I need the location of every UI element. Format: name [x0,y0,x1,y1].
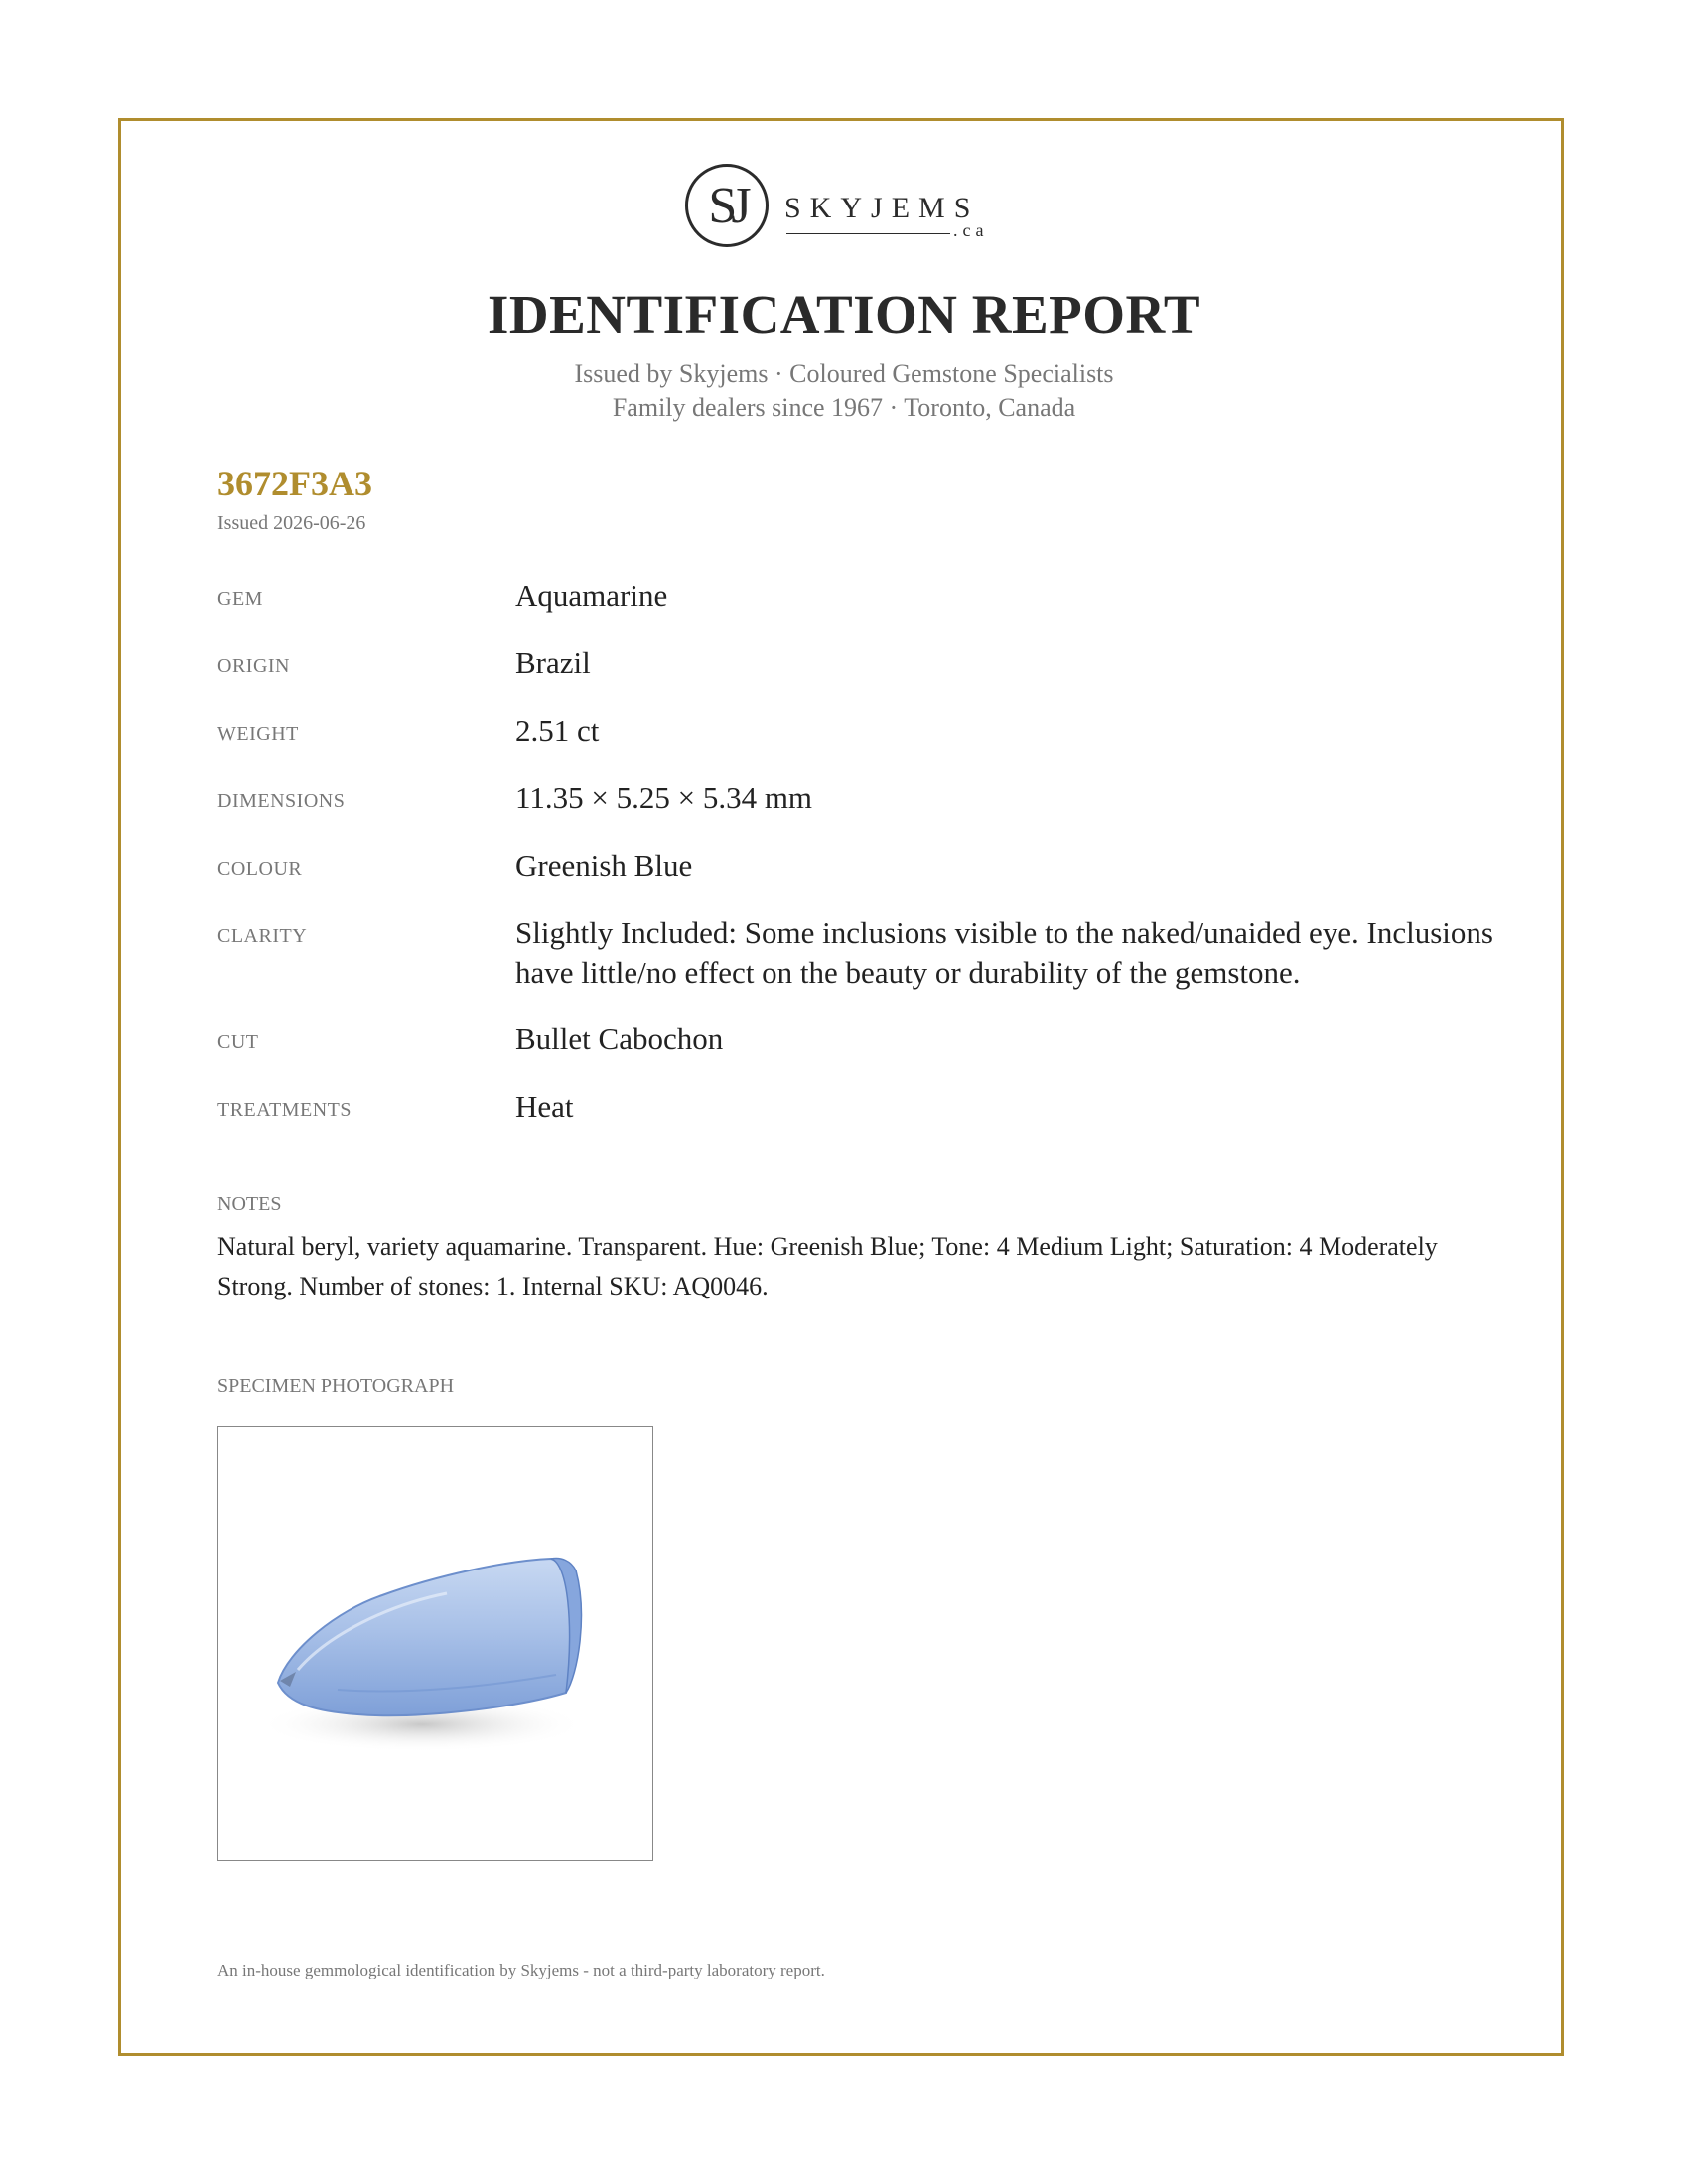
field-value-cut: Bullet Cabochon [515,1022,724,1056]
logo-wordmark: SKYJEMS [784,192,980,224]
field-value-dimensions: 11.35 × 5.25 × 5.34 mm [515,780,813,815]
aquamarine-gem-image [218,1427,651,1859]
field-value-treatments: Heat [515,1089,574,1124]
field-value-colour: Greenish Blue [515,848,693,883]
logo-monogram: SJ [685,164,769,247]
field-label-treatments: TREATMENTS [217,1099,352,1121]
field-label-cut: CUT [217,1031,259,1053]
field-value-gem: Aquamarine [515,578,668,613]
footer-disclaimer: An in-house gemmological identification by Skyjems - not a third-party laboratory report. [217,1961,825,1979]
logo-rule [786,233,950,234]
report-id: 3672F3A3 [217,464,372,503]
photo-label: SPECIMEN PHOTOGRAPH [217,1375,455,1397]
field-label-gem: GEM [217,588,263,610]
field-label-dimensions: DIMENSIONS [217,790,346,812]
subtitle-issuer: Issued by Skyjems · Coloured Gemstone Specialists [574,359,1114,388]
field-label-clarity: CLARITY [217,925,308,947]
field-value-origin: Brazil [515,645,591,680]
notes-text: Natural beryl, variety aquamarine. Transparent. Hue: Greenish Blue; Tone: 4 Medium Light; Saturation: 4 Moderately Strong. Number of stones: 1. Internal SKU: AQ0046. [217,1232,1438,1300]
report-title: IDENTIFICATION REPORT [487,284,1201,344]
issue-date: Issued 2026-06-26 [217,512,366,534]
field-label-origin: ORIGIN [217,655,290,677]
field-value-clarity: Slightly Included: Some inclusions visible to the naked/unaided eye. Inclusions have little/no effect on the beauty or durability of the gemstone. [515,915,1493,990]
notes-label: NOTES [217,1193,282,1215]
subtitle-location: Family dealers since 1967 · Toronto, Canada [612,393,1076,422]
logo-tld: .ca [953,220,989,240]
field-value-weight: 2.51 ct [515,713,600,748]
field-label-colour: COLOUR [217,858,303,880]
specimen-photo [217,1426,653,1861]
skyjems-logo [685,164,1013,263]
field-label-weight: WEIGHT [217,723,299,745]
